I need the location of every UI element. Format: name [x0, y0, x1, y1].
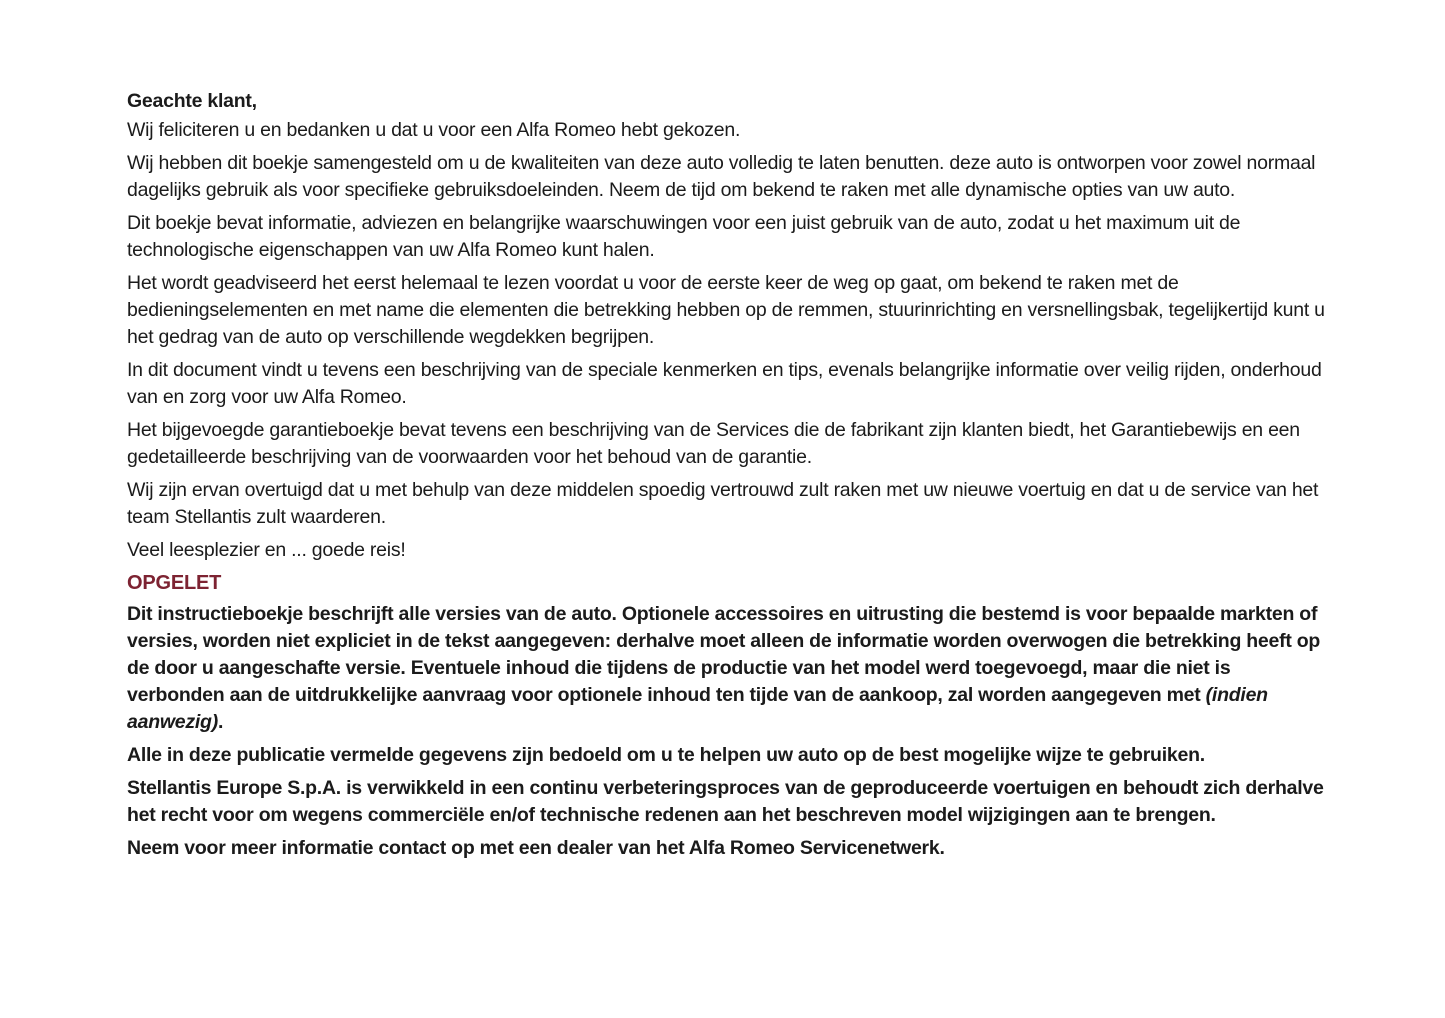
- closing-line: Veel leesplezier en ... goede reis!: [127, 539, 406, 561]
- notice-paragraph-versions-text: Dit instructieboekje beschrijft alle versies van de auto. Optionele accessoires en uitrusting die bestemd is voor bepaalde markten of versies, worden niet expliciet in de tekst aangegeven: derhalve moet alleen de informatie worden overwogen die betrekking heeft op de door u aangeschafte versie. Eventuele inhoud die tijdens de productie van het model werd toegevoegd, maar die niet is verbonden aan de uitdrukkelijke aanvraag voor optionele inhoud ten tijde van de aankoop, zal worden aangegeven met: [127, 603, 1321, 706]
- notice-paragraph-versions-period: .: [217, 711, 224, 733]
- greeting-heading: Geachte klant,: [127, 90, 257, 112]
- intro-paragraph: In dit document vindt u tevens een beschrijving van de speciale kenmerken en tips, evenals belangrijke informatie over veilig rijden, onderhoud van en zorg voor uw Alfa Romeo.: [127, 359, 1322, 408]
- intro-paragraph: Het bijgevoegde garantieboekje bevat tevens een beschrijving van de Services die de fabrikant zijn klanten biedt, het Garantiebewijs en een gedetailleerde beschrijving van de voorwaarden voor het behoud van de garantie.: [127, 419, 1300, 468]
- notice-paragraph-versions-italic: (indien aanwezig): [127, 684, 1268, 733]
- intro-paragraph: Wij feliciteren u en bedanken u dat u voor een Alfa Romeo hebt gekozen.: [127, 119, 741, 141]
- intro-paragraph: Dit boekje bevat informatie, adviezen en belangrijke waarschuwingen voor een juist gebruik van de auto, zodat u het maximum uit de technologische eigenschappen van uw Alfa Romeo kunt halen.: [127, 212, 1241, 261]
- page-content: [127, 88, 1327, 862]
- intro-paragraph: Wij zijn ervan overtuigd dat u met behulp van deze middelen spoedig vertrouwd zult raken met uw nieuwe voertuig en dat u de service van het team Stellantis zult waarderen.: [127, 479, 1319, 528]
- intro-paragraph: Het wordt geadviseerd het eerst helemaal te lezen voordat u voor de eerste keer de weg op gaat, om bekend te raken met de bedieningselementen en met name die elementen die betrekking hebben op de remmen, stuurinrichting en versnellingsbak, tegelijkertijd kunt u het gedrag van de auto op verschillende wegdekken begrijpen.: [127, 272, 1325, 348]
- notice-paragraph-versions: [127, 601, 1327, 736]
- notice-title: OPGELET: [127, 572, 222, 594]
- notice-paragraph-data: Alle in deze publicatie vermelde gegevens zijn bedoeld om u te helpen uw auto op de best mogelijke wijze te gebruiken.: [127, 744, 1205, 766]
- notice-paragraph-dealer: Neem voor meer informatie contact op met een dealer van het Alfa Romeo Servicenetwerk.: [127, 837, 945, 859]
- notice-paragraph-stellantis: Stellantis Europe S.p.A. is verwikkeld in een continu verbeteringsproces van de geproduceerde voertuigen en behoudt zich derhalve het recht voor om wegens commerciële en/of technische redenen aan het beschreven model wijzigingen aan te brengen.: [127, 777, 1324, 826]
- intro-paragraph: Wij hebben dit boekje samengesteld om u de kwaliteiten van deze auto volledig te laten benutten. deze auto is ontworpen voor zowel normaal dagelijks gebruik als voor specifieke gebruiksdoeleinden. Neem de tijd om bekend te raken met alle dynamische opties van uw auto.: [127, 152, 1316, 201]
